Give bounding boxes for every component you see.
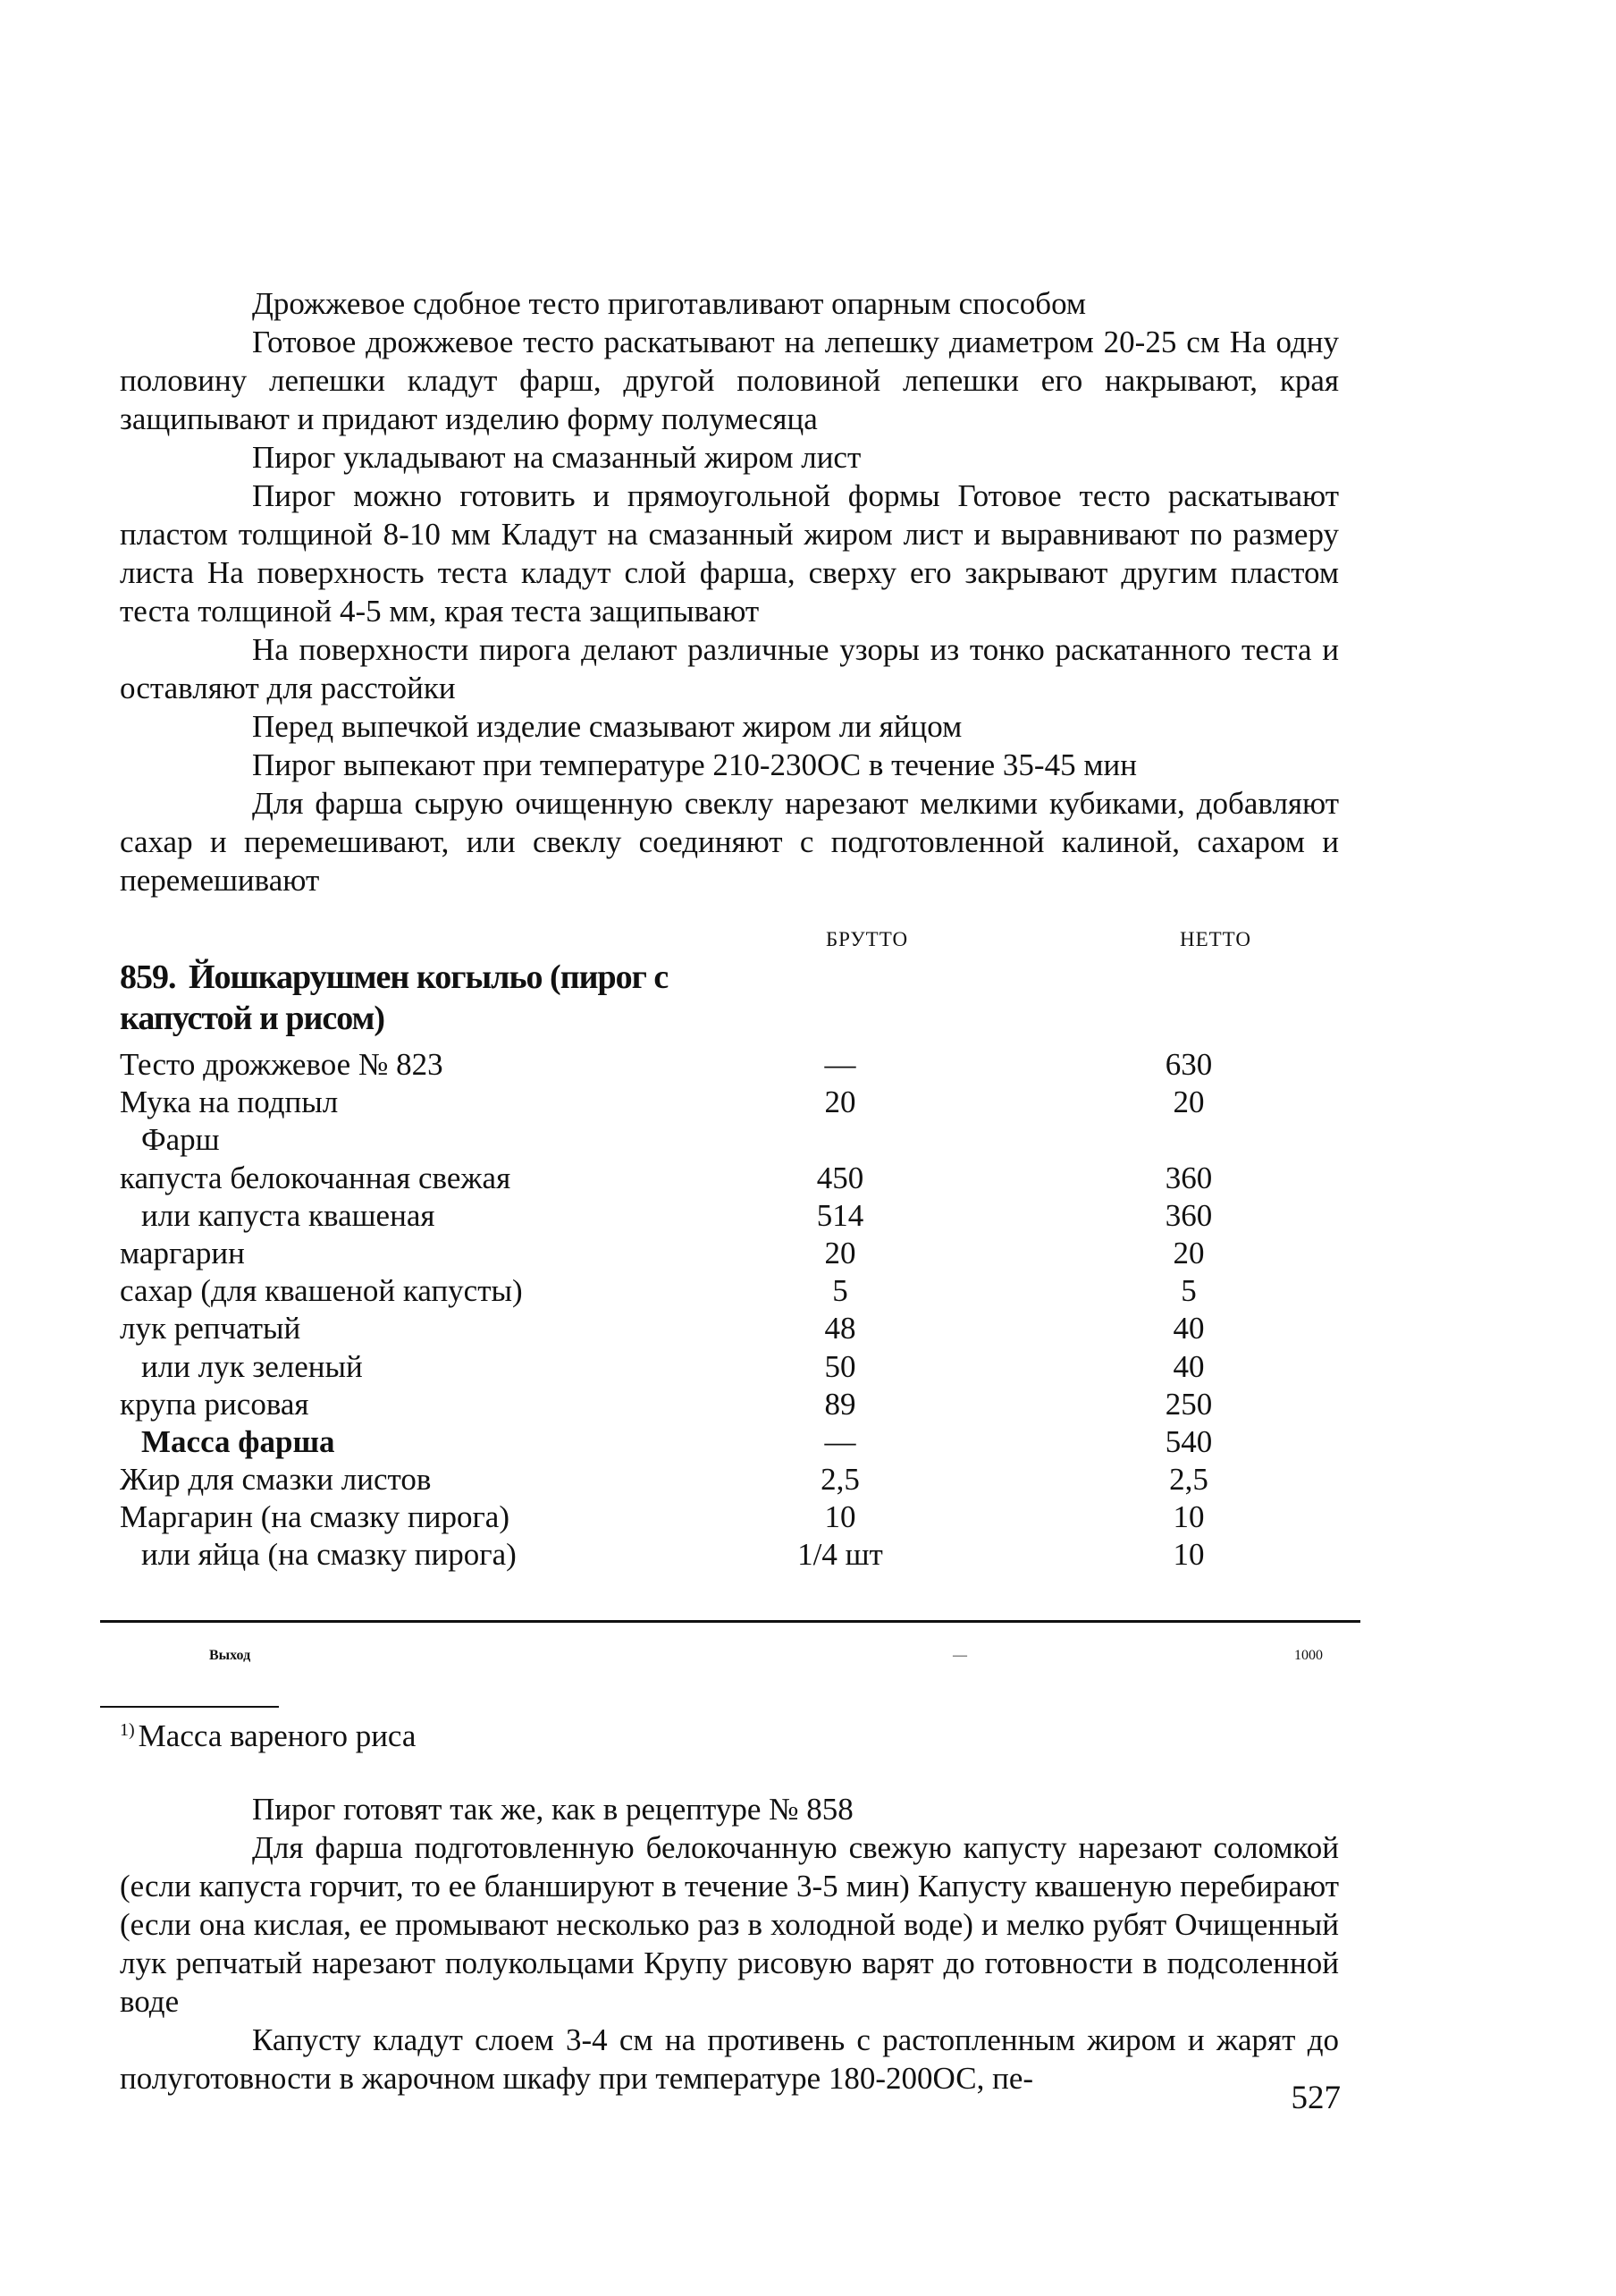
ingredient-net: 20 [1173,1085,1205,1120]
paragraph: Пирог готовят так же, как в рецептуре № 858 [252,1792,854,1827]
yield-net: 1000 [1294,1648,1323,1663]
paragraph: Готовое дрожжевое тесто раскатывают на лепешку диаметром 20-25 см На одну половину лепешки кладут фарш, другой половиной лепешки его накрывают, края защипывают и придают изделию форму полумесяца [120,325,1339,436]
ingredient-row [120,1536,1353,1574]
ingredient-gross: 20 [824,1085,856,1120]
ingredient-net: 5 [1181,1273,1197,1309]
ingredient-gross: 2,5 [821,1462,860,1498]
ingredient-gross: 450 [816,1160,864,1195]
ingredient-row [120,1386,1353,1423]
ingredient-name: или капуста квашеная [141,1197,435,1233]
paragraph: Пирог выпекают при температуре 210-230ОС в течение 35-45 мин [252,747,1137,782]
ingredient-net: 630 [1165,1047,1213,1082]
footnote-marker: 1) [120,1720,135,1740]
ingredient-net: 10 [1173,1499,1205,1535]
ingredient-gross: — [824,1423,856,1459]
paragraph: Пирог можно готовить и прямоугольной формы Готовое тесто раскатывают пластом толщиной 8-10 мм Кладут на смазанный жиром лист и выравнивают по размеру листа На поверхность теста кладут слой фарша, сверху его закрывают другим пластом теста толщиной 4-5 мм, края теста защипывают [120,478,1339,629]
ingredient-row [120,1272,1353,1310]
ingredient-gross: 50 [824,1348,856,1384]
paragraph: На поверхности пирога делают различные узоры из тонко раскатанного теста и оставляют для расстойки [120,632,1339,705]
ingredient-row [120,1310,1353,1347]
method-text [120,1790,1339,2098]
page-number: 527 [1291,2080,1341,2116]
recipe-number: 859. [120,958,176,996]
paragraph: Капусту кладут слоем 3-4 см на противень с растопленным жиром и жарят до полуготовности в жарочном шкафу при температуре 180-200ОС, пе- [120,2022,1339,2096]
footnote-text: Масса вареного риса [138,1718,417,1753]
paragraph: Пирог укладывают на смазанный жиром лист [252,440,862,475]
ingredient-name: маргарин [120,1235,245,1270]
ingredient-gross: 514 [816,1197,864,1233]
yield-gross: — [953,1648,967,1663]
ingredient-name: капуста белокочанная свежая [120,1160,511,1195]
ingredient-name: Тесто дрожжевое № 823 [120,1047,443,1082]
ingredient-net: 40 [1173,1311,1205,1346]
ingredient-row [120,1121,1353,1159]
ingredient-gross: 89 [824,1386,856,1422]
ingredient-gross: 1/4 шт [797,1537,883,1573]
ingredient-net: 40 [1173,1348,1205,1384]
paragraph: Для фарша подготовленную белокочанную свежую капусту нарезают соломкой (если капуста горчит, то ее бланшируют в течение 3-5 мин) Капусту квашеную перебирают (если она кислая, ее промывают несколько раз в холодной воде) и мелко рубят Очищенный лук репчатый нарезают полукольцами Крупу рисовую варят до готовности в подсоленной воде [120,1830,1339,2019]
ingredient-row [120,1160,1353,1197]
ingredient-name: лук репчатый [120,1311,301,1346]
gross-header: БРУТТО [825,928,909,950]
ingredient-name: Мука на подпыл [120,1085,339,1120]
ingredient-row [120,1046,1353,1084]
paragraph: Перед выпечкой изделие смазывают жиром ли яйцом [252,709,963,744]
yield-label: Выход [209,1648,251,1663]
ingredient-row [120,1423,1353,1461]
ingredient-row [120,1348,1353,1386]
footnote [120,1708,416,1759]
net-header: НЕТТО [1179,928,1252,950]
recipe-name: Йошкарушмен когыльо (пирог с капустой и рисом) [120,958,669,1037]
ingredient-net: 540 [1165,1423,1213,1459]
ingredient-net: 360 [1165,1160,1213,1195]
ingredient-name: Маргарин (на смазку пирога) [120,1499,509,1535]
ingredient-gross: 5 [832,1273,848,1309]
ingredient-table [120,1046,1353,1574]
ingredient-net: 2,5 [1169,1462,1208,1498]
ingredient-name: или лук зеленый [141,1348,363,1384]
ingredient-gross: 48 [824,1311,856,1346]
ingredient-name: Фарш [141,1122,220,1158]
yield-row [120,1629,1460,1683]
ingredient-name: крупа рисовая [120,1386,309,1422]
ingredient-net: 20 [1173,1235,1205,1270]
ingredient-name: Жир для смазки листов [120,1462,432,1498]
ingredient-gross: — [824,1047,856,1082]
ingredient-row [120,1084,1353,1121]
column-headers [120,928,1353,955]
ingredient-row [120,1461,1353,1498]
ingredient-net: 360 [1165,1197,1213,1233]
ingredient-name: сахар (для квашеной капусты) [120,1273,523,1309]
recipe-title [120,957,763,1039]
ingredient-gross: 10 [824,1499,856,1535]
table-rule [100,1620,1360,1623]
intro-text [120,284,1339,899]
paragraph: Дрожжевое сдобное тесто приготавливают опарным способом [252,286,1087,321]
ingredient-row [120,1197,1353,1235]
ingredient-row [120,1498,1353,1536]
ingredient-name: Масса фарша [141,1423,335,1459]
ingredient-gross: 20 [824,1235,856,1270]
ingredient-net: 10 [1173,1537,1205,1573]
ingredient-name: или яйца (на смазку пирога) [141,1537,517,1573]
ingredient-net: 250 [1165,1386,1213,1422]
paragraph: Для фарша сырую очищенную свеклу нарезают мелкими кубиками, добавляют сахар и перемешивают, или свеклу соединяют с подготовленной калиной, сахаром и перемешивают [120,786,1339,898]
ingredient-row [120,1235,1353,1272]
